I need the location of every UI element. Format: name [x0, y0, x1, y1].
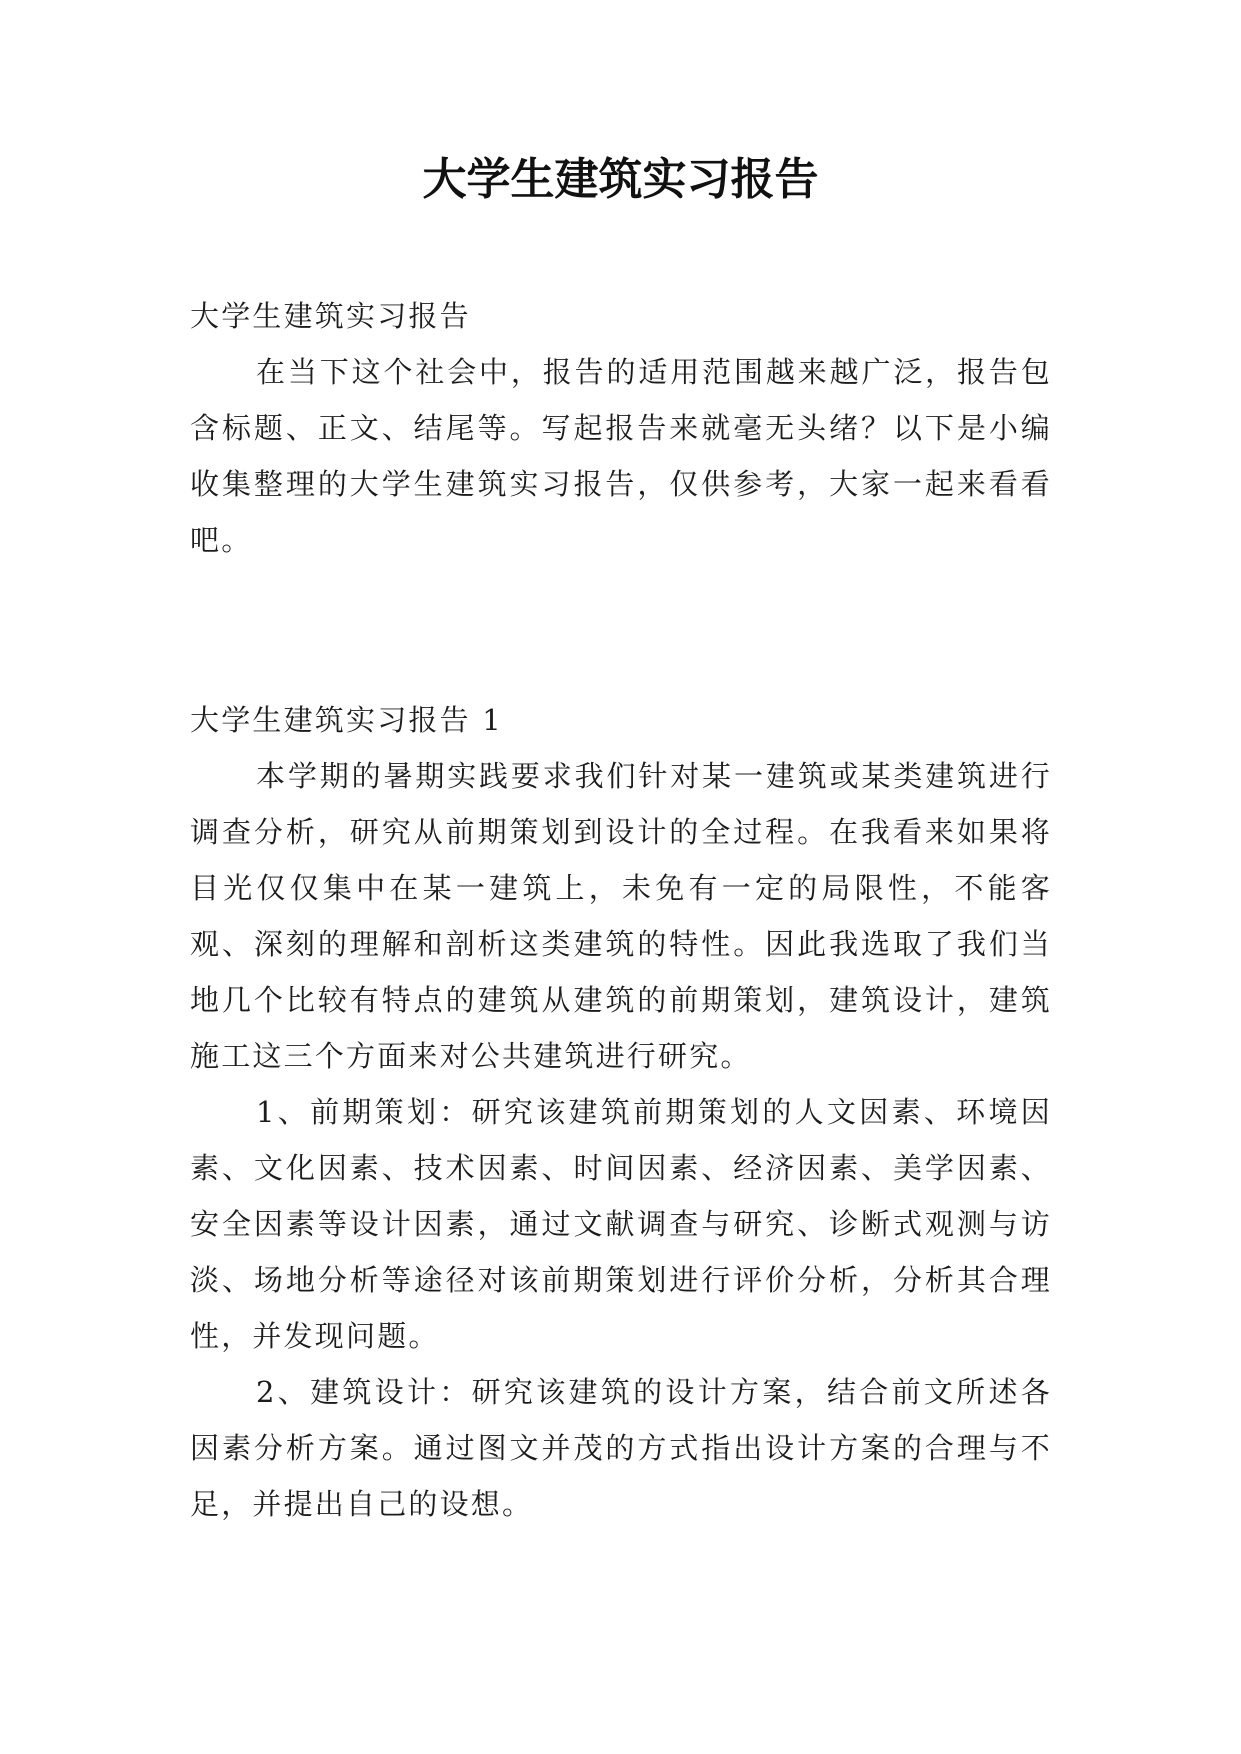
report-1-heading: 大学生建筑实习报告 1 [190, 703, 503, 737]
intro-section [190, 288, 1052, 568]
report-1-section [190, 692, 1052, 1532]
report-1-paragraph-1: 本学期的暑期实践要求我们针对某一建筑或某类建筑进行调查分析，研究从前期策划到设计的全过程。在我看来如果将目光仅仅集中在某一建筑上，未免有一定的局限性，不能客观、深刻的理解和剖析这类建筑的特性。因此我选取了我们当地几个比较有特点的建筑从建筑的前期策划，建筑设计，建筑施工这三个方面来对公共建筑进行研究。 [190, 759, 1052, 1073]
report-1-paragraph-2: 1、前期策划：研究该建筑前期策划的人文因素、环境因素、文化因素、技术因素、时间因素、经济因素、美学因素、安全因素等设计因素，通过文献调查与研究、诊断式观测与访淡、场地分析等途径对该前期策划进行评价分析，分析其合理性，并发现问题。 [190, 1095, 1052, 1353]
report-1-paragraph-3: 2、建筑设计：研究该建筑的设计方案，结合前文所述各因素分析方案。通过图文并茂的方式指出设计方案的合理与不足，并提出自己的设想。 [190, 1375, 1052, 1521]
document-title: 大学生建筑实习报告 [422, 154, 819, 205]
intro-heading: 大学生建筑实习报告 [190, 299, 471, 333]
intro-paragraph: 在当下这个社会中，报告的适用范围越来越广泛，报告包含标题、正文、结尾等。写起报告来就毫无头绪？以下是小编收集整理的大学生建筑实习报告，仅供参考，大家一起来看看吧。 [190, 355, 1052, 557]
